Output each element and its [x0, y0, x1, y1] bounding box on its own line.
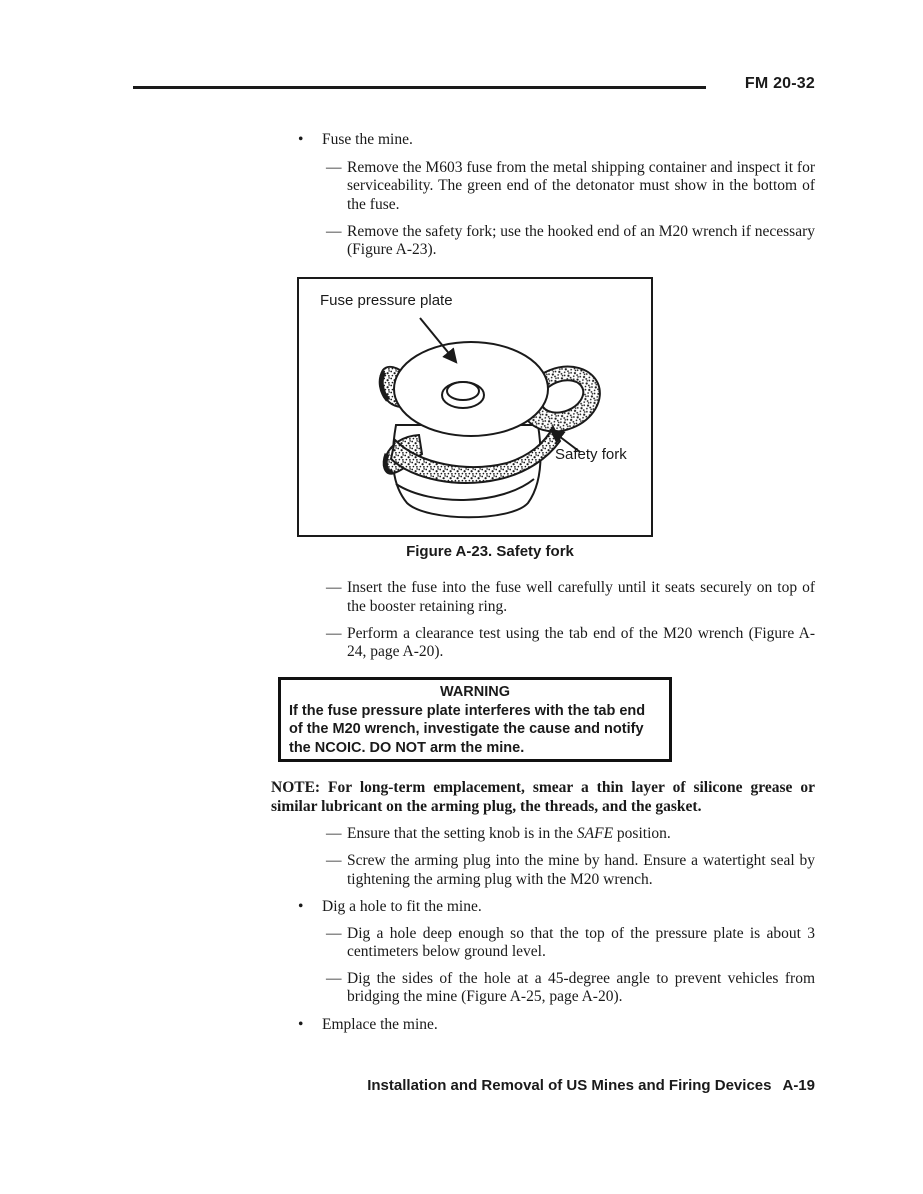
- bullet-item-fuse-the-mine: [271, 131, 815, 150]
- bullet-marker: •: [298, 1015, 304, 1033]
- dash-text: Remove the M603 fuse from the metal shipping container and inspect it for serviceability. The green end of the detonator must show in the bottom of the fuse.: [347, 158, 815, 213]
- bullet-item-dig-hole: [271, 898, 815, 917]
- warning-title: WARNING: [439, 684, 511, 700]
- bullet-marker: •: [298, 897, 304, 915]
- bullet-text: Dig a hole to fit the mine.: [322, 897, 482, 915]
- warning-box: [278, 677, 672, 762]
- dash-marker: —: [326, 924, 342, 942]
- dash-text: Screw the arming plug into the mine by hand. Ensure a watertight seal by tightening the arming plug with the M20 wrench.: [347, 852, 815, 888]
- dash-text: Dig a hole deep enough so that the top of the pressure plate is about 3 centimeters below ground level.: [347, 924, 815, 960]
- bullet-text: Fuse the mine.: [322, 131, 413, 148]
- safe-italic: SAFE: [576, 825, 614, 842]
- figure-label-safety-fork: Safety fork: [555, 446, 627, 463]
- page-footer: [271, 1077, 815, 1096]
- dash-item-remove-fuse: [271, 159, 815, 215]
- dash-item-screw-plug: [271, 852, 815, 889]
- dash-item-ensure-safe: [271, 825, 815, 844]
- figure-a23-box: [297, 277, 653, 537]
- dash-text: Perform a clearance test using the tab end of the M20 wrench (Figure A-24, page A-20).: [347, 624, 815, 660]
- bullet-marker: •: [298, 131, 304, 148]
- footer-title: Installation and Removal of US Mines and Firing Devices: [367, 1077, 772, 1094]
- bullet-text: Emplace the mine.: [322, 1015, 438, 1033]
- dash-marker: —: [326, 579, 342, 596]
- page-body: [271, 131, 815, 1096]
- warning-body: If the fuse pressure plate interferes with the tab end of the M20 wrench, investigate the cause and notify the NCOIC. DO NOT arm the mine.: [289, 702, 646, 756]
- dash-marker: —: [326, 158, 342, 176]
- dash-text: Insert the fuse into the fuse well carefully until it seats securely on top of the booster retaining ring.: [347, 579, 815, 615]
- dash-item-clearance-test: [271, 625, 815, 662]
- note-paragraph: NOTE: For long-term emplacement, smear a thin layer of silicone grease or similar lubricant on the arming plug, the threads, and the gasket.: [271, 779, 815, 815]
- dash-item-insert-fuse: [271, 579, 815, 616]
- safety-fork-drawing: [299, 279, 651, 535]
- dash-marker: —: [326, 222, 342, 240]
- dash-text: Remove the safety fork; use the hooked end of an M20 wrench if necessary (Figure A-23).: [347, 222, 815, 258]
- figure-label-pressure-plate: Fuse pressure plate: [320, 292, 453, 309]
- dash-item-remove-fork: [271, 223, 815, 260]
- dash-marker: —: [326, 624, 342, 642]
- figure-caption: Figure A-23. Safety fork: [406, 543, 574, 560]
- dash-marker: —: [326, 969, 342, 987]
- dash-text: Ensure that the setting knob is in the SAFE position.: [347, 825, 671, 842]
- dash-marker: —: [326, 825, 342, 842]
- page-number: A-19: [782, 1077, 815, 1094]
- document-code: FM 20-32: [744, 75, 815, 92]
- dash-marker: —: [326, 852, 342, 869]
- dash-item-dig-sides: [271, 970, 815, 1007]
- bullet-item-emplace-mine: [271, 1016, 815, 1035]
- header-rule: [133, 86, 706, 89]
- dash-item-dig-deep: [271, 925, 815, 962]
- dash-text: Dig the sides of the hole at a 45-degree angle to prevent vehicles from bridging the mine (Figure A-25, page A-20).: [347, 969, 815, 1005]
